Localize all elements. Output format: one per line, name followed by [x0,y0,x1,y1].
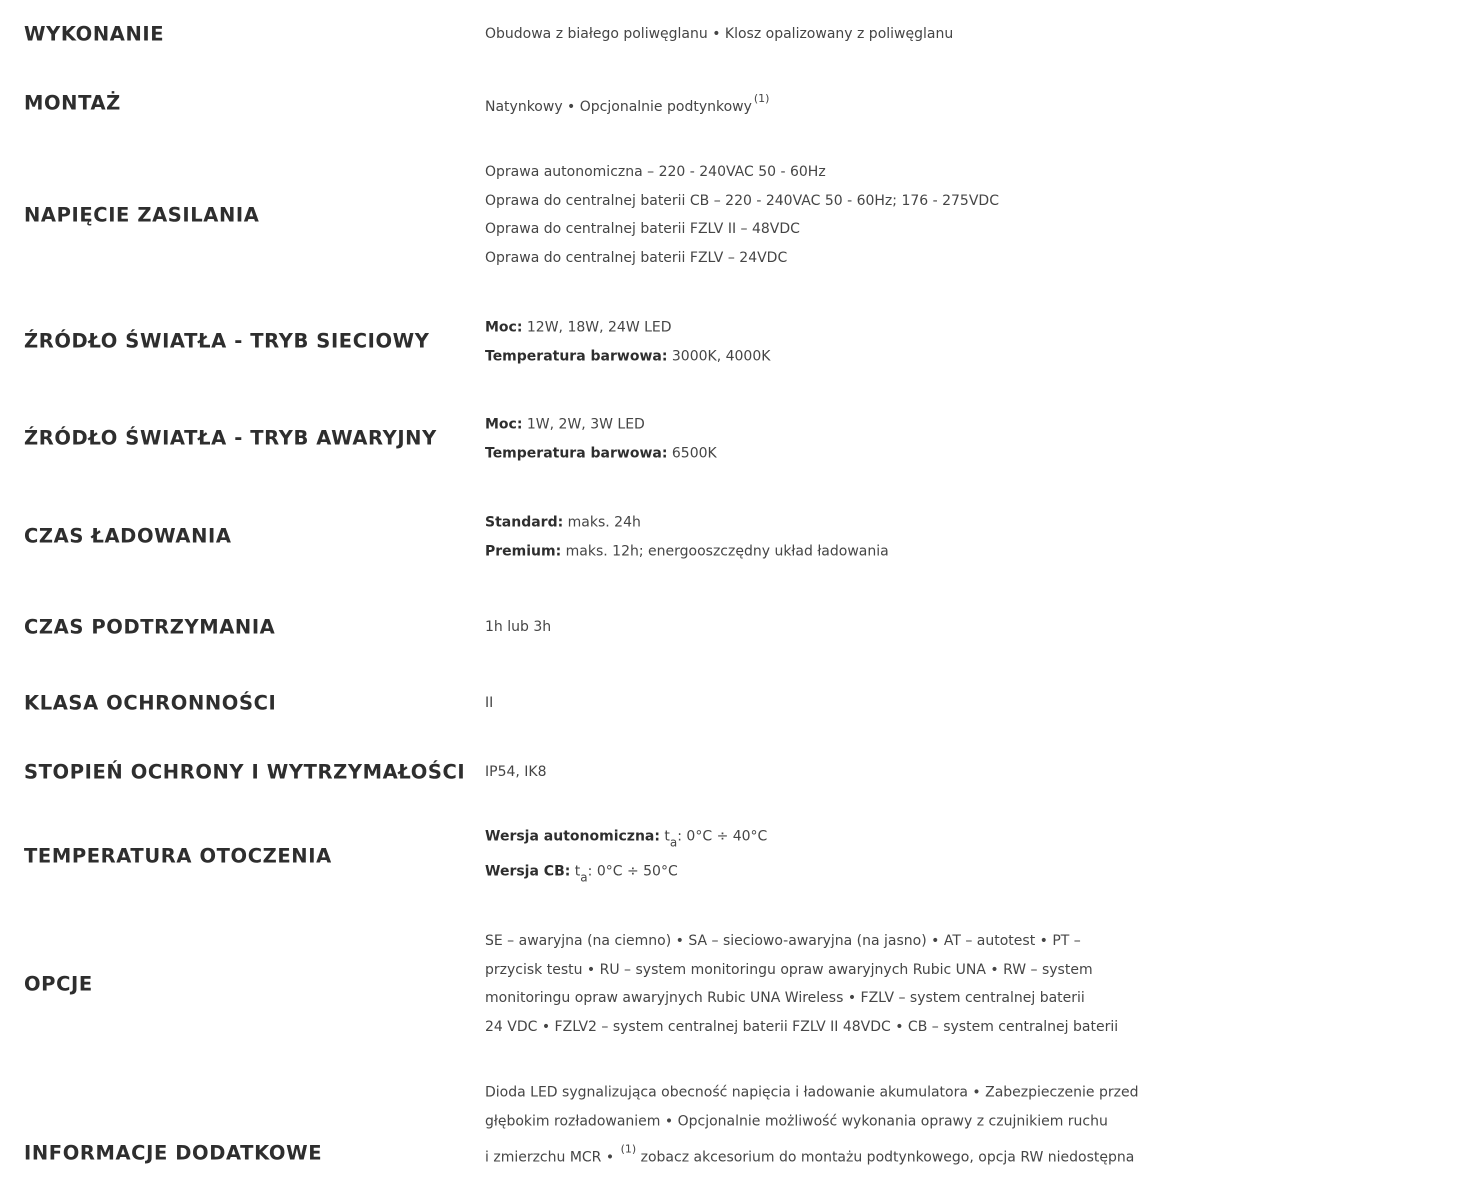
spec-key: Moc: [485,416,523,433]
spec-pair [485,411,1460,440]
spec-label: INFORMACJE DODATKOWE [24,1141,323,1165]
spec-key: Temperatura barwowa: [485,445,668,461]
spec-line: SE – awaryjna (na ciemno) • SA – sieciowo-awaryjna (na jasno) • AT – autotest • PT – [485,933,1081,949]
spec-line: monitoringu opraw awaryjnych Rubic UNA Wireless • FZLV – system centralnej baterii [485,990,1085,1006]
footnote-marker: (1) [753,91,770,105]
spec-val: 1W, 2W, 3W LED [522,416,645,433]
spec-value [485,85,1460,122]
subscript: a [669,835,678,850]
spec-label: CZAS PODTRZYMANIA [24,615,276,639]
spec-line: Oprawa do centralnej baterii FZLV – 24VDC [485,249,788,266]
spec-value [485,823,1460,892]
spec-val: t [570,863,581,879]
spec-pair [485,857,1460,892]
spec-line: Oprawa do centralnej baterii FZLV II – 48VDC [485,221,800,237]
spec-line: Dioda LED sygnalizująca obecność napięcia i ładowanie akumulatora • Zabezpieczenie przed [485,1084,1139,1101]
spec-label: NAPIĘCIE ZASILANIA [24,203,260,227]
spec-key: Premium: [485,543,562,559]
spec-label: ŹRÓDŁO ŚWIATŁA - TRYB AWARYJNY [24,426,437,450]
spec-value-text: Natynkowy • Opcjonalnie podtynkowy [485,98,752,115]
footnote-marker: (1) [620,1142,637,1156]
spec-value: 1h lub 3h [485,618,552,635]
spec-value [485,411,1460,468]
spec-line [485,1135,1460,1172]
spec-value [485,158,1460,272]
spec-pair [485,439,1460,468]
spec-key: Moc: [485,319,523,336]
spec-val: maks. 12h; energooszczędny układ ładowania [561,543,889,559]
spec-line: Oprawa autonomiczna – 220 - 240VAC 50 - 60Hz [485,164,826,180]
spec-text: zobacz akcesorium do montażu podtynkowego, opcja RW niedostępna [636,1149,1135,1166]
spec-val: 12W, 18W, 24W LED [522,319,672,336]
spec-label: TEMPERATURA OTOCZENIA [24,844,332,868]
spec-value: IP54, IK8 [485,763,547,780]
spec-text: i zmierzchu MCR • [485,1149,619,1166]
spec-label: KLASA OCHRONNOŚCI [24,691,277,715]
spec-pair [485,314,1460,343]
subscript: a [580,870,588,884]
spec-value: Obudowa z białego poliwęglanu • Klosz opalizowany z poliwęglanu [485,25,954,42]
spec-pair [485,342,1460,371]
spec-value [485,314,1460,371]
spec-val: : 0°C ÷ 40°C [677,828,768,845]
spec-line: przycisk testu • RU – system monitoringu opraw awaryjnych Rubic UNA • RW – system [485,961,1093,978]
spec-pair [485,509,1460,538]
spec-line: Oprawa do centralnej baterii CB – 220 - 240VAC 50 - 60Hz; 176 - 275VDC [485,192,999,209]
spec-label: ŹRÓDŁO ŚWIATŁA - TRYB SIECIOWY [24,329,430,353]
spec-label: WYKONANIE [24,22,165,46]
spec-label: STOPIEŃ OCHRONY I WYTRZYMAŁOŚCI [24,760,466,784]
spec-line: głębokim rozładowaniem • Opcjonalnie możliwość wykonania oprawy z czujnikiem ruchu [485,1112,1108,1129]
spec-key: Temperatura barwowa: [485,348,668,364]
spec-value [485,1078,1460,1172]
spec-val: 3000K, 4000K [667,348,771,364]
spec-key: Wersja autonomiczna: [485,828,660,845]
spec-value: II [485,694,494,711]
spec-pair [485,823,1460,858]
spec-label: CZAS ŁADOWANIA [24,524,232,548]
spec-val: maks. 24h [563,514,641,531]
spec-key: Standard: [485,514,564,531]
spec-label: OPCJE [24,972,93,996]
spec-val: : 0°C ÷ 50°C [587,863,678,879]
spec-line: 24 VDC • FZLV2 – system centralnej baterii FZLV II 48VDC • CB – system centralnej baterii [485,1018,1119,1035]
spec-value [485,509,1460,566]
spec-value [485,927,1460,1041]
spec-val: t [659,828,670,845]
spec-pair [485,537,1460,566]
spec-label: MONTAŻ [24,91,121,115]
spec-val: 6500K [667,445,717,461]
spec-key: Wersja CB: [485,863,571,879]
